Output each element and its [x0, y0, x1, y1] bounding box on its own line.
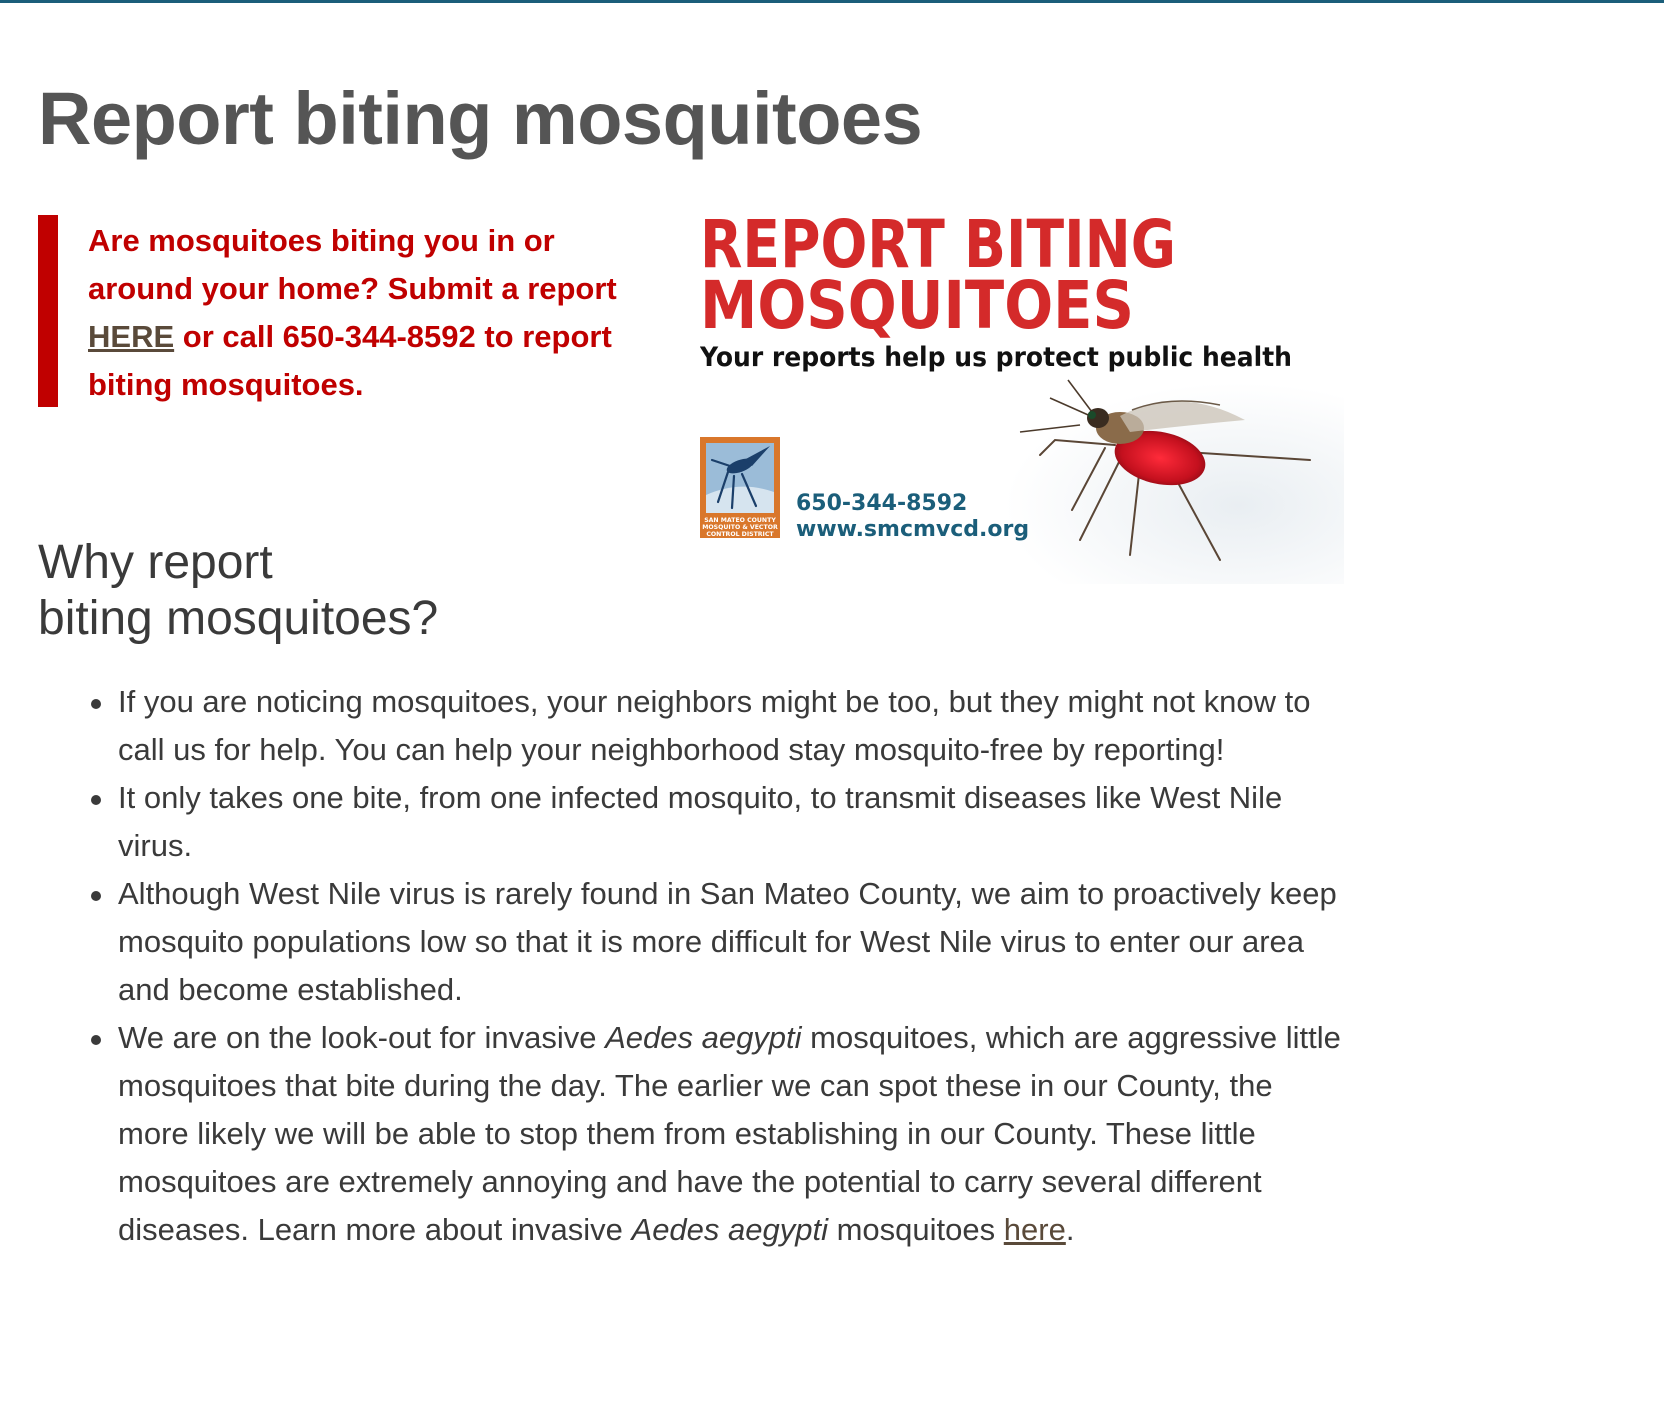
- bullet-icon: [91, 795, 101, 805]
- banner-tagline: Your reports help us protect public health: [700, 342, 1292, 373]
- banner-phone: 650-344-8592: [796, 491, 968, 516]
- report-here-link[interactable]: HERE: [88, 319, 175, 354]
- why-heading-line1: Why report: [38, 536, 273, 589]
- why-heading-line2: biting mosquitoes?: [38, 592, 439, 645]
- report-banner-image: [700, 210, 1344, 584]
- callout-accent-bar: [38, 215, 58, 407]
- list-item-text-part3: mosquitoes: [828, 1212, 1004, 1247]
- list-item: [118, 1014, 1350, 1254]
- list-item-text: It only takes one bite, from one infected mosquito, to transmit diseases like West Nile virus.: [118, 780, 1283, 863]
- bullet-icon: [91, 699, 101, 709]
- logo-text-line1: SAN MATEO COUNTY: [704, 517, 776, 524]
- list-item-text-part1: We are on the look-out for invasive: [118, 1020, 606, 1055]
- logo-text-line2: MOSQUITO & VECTOR: [702, 524, 778, 531]
- list-item-text-part4: .: [1065, 1212, 1075, 1247]
- list-item-text-part2: mosquitoes, which are aggressive little mosquitoes that bite during the day. The earlier we can spot these in our County, the more likely we will be able to stop them from establishing in our County. These little mosquitoes are extremely annoying and have the potential to carry several different diseases. Learn more about invasive: [118, 1020, 1341, 1247]
- reasons-list: [0, 678, 1350, 1254]
- banner-headline-line2: MOSQUITOES: [700, 267, 1134, 344]
- callout-text-end: or call 650-344-8592 to report biting mosquitoes.: [88, 319, 612, 402]
- bullet-icon: [91, 891, 101, 901]
- banner-headline-line1: REPORT BITING: [700, 210, 1176, 283]
- banner-website: www.smcmvcd.org: [796, 517, 1030, 542]
- district-logo-icon: [700, 437, 780, 538]
- list-item-text: If you are noticing mosquitoes, your neighbors might be too, but they might not know to call us for help. You can help your neighborhood stay mosquito-free by reporting!: [118, 684, 1311, 767]
- list-item: [118, 678, 1350, 774]
- species-name: Aedes aegypti: [605, 1020, 802, 1055]
- top-border-rule: [0, 0, 1664, 3]
- species-name: Aedes aegypti: [631, 1212, 828, 1247]
- banner-graphic: [700, 210, 1344, 584]
- callout-text: [88, 217, 658, 409]
- list-item: [118, 774, 1350, 870]
- logo-text-line3: CONTROL DISTRICT: [706, 531, 774, 538]
- page-title: Report biting mosquitoes: [38, 77, 923, 160]
- report-callout: [38, 215, 658, 407]
- callout-text-start: Are mosquitoes biting you in or around your home? Submit a report: [88, 223, 617, 306]
- bullet-icon: [91, 1035, 101, 1045]
- why-report-heading: [38, 535, 638, 647]
- aedes-learn-more-link[interactable]: here: [1003, 1212, 1066, 1247]
- list-item: [118, 870, 1350, 1014]
- list-item-text: Although West Nile virus is rarely found in San Mateo County, we aim to proactively keep mosquito populations low so that it is more difficult for West Nile virus to enter our area and become established.: [118, 876, 1337, 1007]
